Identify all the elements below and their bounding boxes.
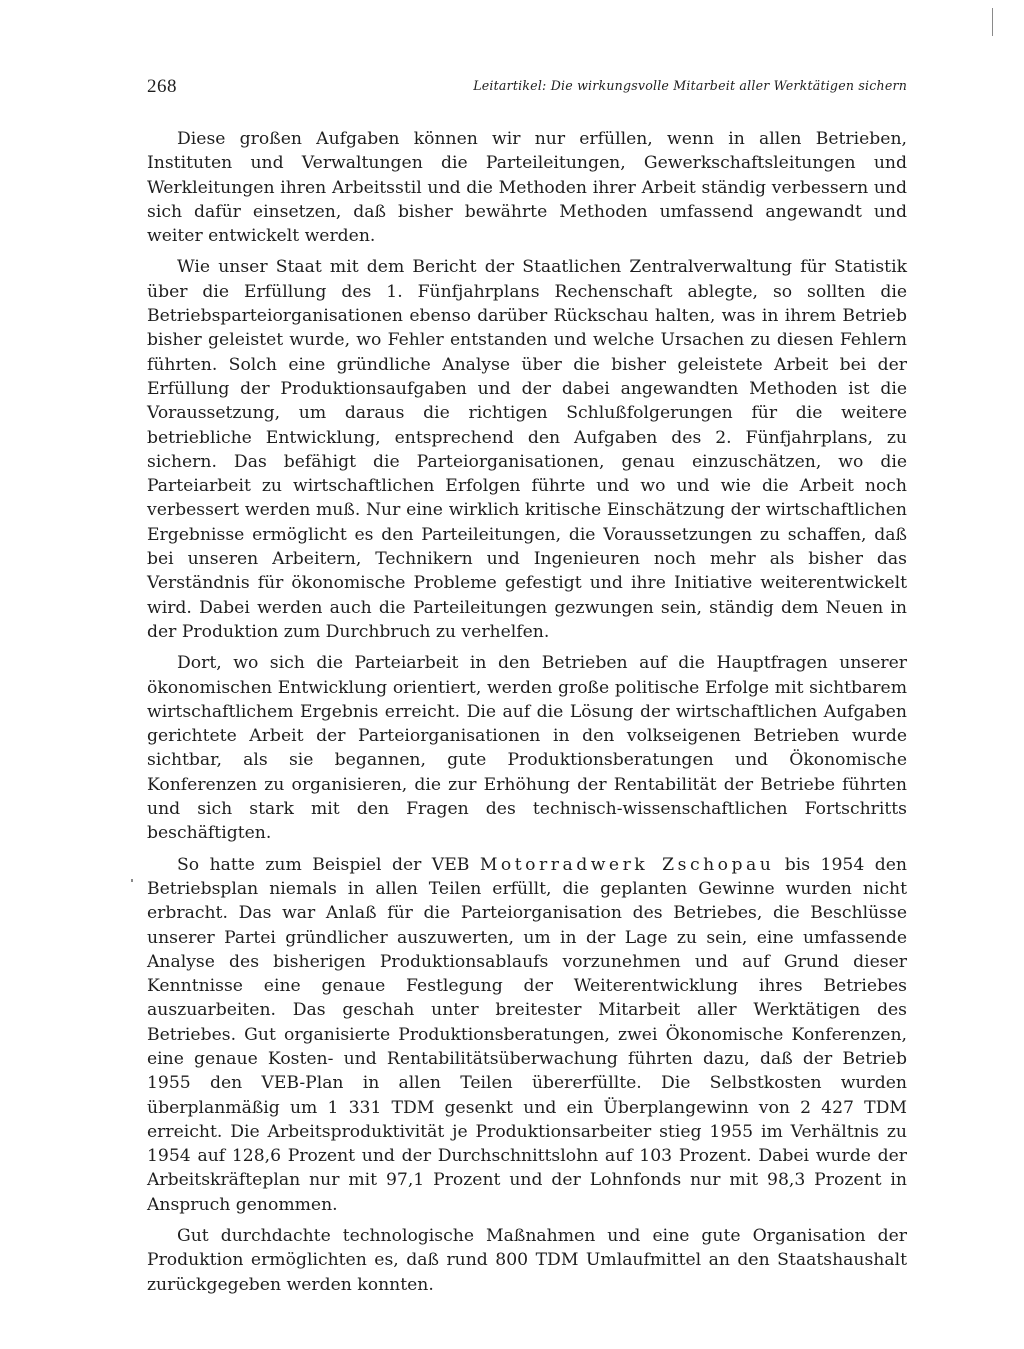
paragraph: Dort, wo sich die Parteiarbeit in den Betrieben auf die Hauptfragen unserer ökonomischen Entwicklung orientiert, werden große politische Erfolge mit sichtbarem wirtschaftlichem Ergebnis erreicht. Die auf die Lösung der wirtschaftlichen Aufgaben gerichtete Arbeit der Parteiorganisationen in den volkseigenen Betrieben wurde sichtbar, als sie begannen, gute Produktionsberatungen und Ökonomische Konferenzen zu organisieren, die zur Erhöhung der Rentabilität der Betriebe führten und sich stark mit den Fragen des technisch-wissenschaftlichen Fortschritts beschäftigten. xyxy=(147,653,907,844)
article-body xyxy=(147,127,907,1304)
running-title: Leitartikel: Die wirkungsvolle Mitarbeit aller Werktätigen sichern xyxy=(473,78,907,93)
paragraph-text: bis 1954 den Betriebsplan niemals in allen Teilen erfüllt, die geplanten Gewinne wurden nicht erbracht. Das war Anlaß für die Parteiorganisation des Betriebes, die Beschlüsse unserer Partei gründlicher auszuwerten, um in der Lage zu sein, eine umfassende Analyse des bisherigen Produktionsablaufs vorzunehmen und auf Grund dieser Kenntnisse eine genaue Festlegung der Weiterentwicklung ihres Betriebes auszuarbeiten. Das geschah unter breitester Mitarbeit aller Werktätigen des Betriebes. Gut organisierte Produktionsberatungen, zwei Ökonomische Konferenzen, eine genaue Kosten- und Rentabilitätsüberwachung führten dazu, daß der Betrieb 1955 den VEB-Plan in allen Teilen übererfüllte. Die Selbstkosten wurden überplanmäßig um 1 331 TDM gesenkt und ein Überplangewinn von 2 427 TDM erreicht. Die Arbeitsproduktivität je Produktionsarbeiter stieg 1955 im Verhältnis zu 1954 auf 128,6 Prozent und der Durchschnittslohn auf 103 Prozent. Dabei wurde der Arbeitskräfteplan nur mit 97,1 Prozent und der Lohnfonds nur mit 98,3 Prozent in Anspruch genommen. xyxy=(147,854,907,1215)
page-number: 268 xyxy=(147,76,177,97)
paragraph-text: So hatte zum Beispiel der VEB xyxy=(177,854,480,875)
paragraph: Wie unser Staat mit dem Bericht der Staatlichen Zentralverwaltung für Statistik über die Erfüllung des 1. Fünfjahrplans Rechenschaft ablegte, so sollten die Betriebsparteiorganisationen ebenso darüber Rückschau halten, was in ihrem Betrieb bisher geleistet wurde, wo Fehler entstanden und welche Ursachen zu diesen Fehlern führten. Solch eine gründliche Analyse über die bisher geleistete Arbeit bei der Erfüllung der Produktionsaufgaben und der dabei angewandten Methoden ist die Voraussetzung, um daraus die richtigen Schlußfolgerungen für die weitere betriebliche Entwicklung, entsprechend den Aufgaben des 2. Fünfjahrplans, zu sichern. Das befähigt die Parteiorganisationen, genau einzuschätzen, wo die Parteiarbeit zu wirtschaftlichen Erfolgen führte und wo und wie die Arbeit noch verbessert werden muß. Nur eine wirklich kritische Einschätzung der wirtschaftlichen Ergebnisse ermöglicht es den Parteileitungen, die Voraussetzungen zu schaffen, daß bei unseren Arbeitern, Technikern und Ingenieuren noch mehr als bisher das Verständnis für ökonomische Probleme gefestigt und ihre Initiative weiterentwickelt wird. Dabei werden auch die Parteileitungen gezwungen sein, ständig dem Neuen in der Produktion zum Durchbruch zu verhelfen. xyxy=(147,257,907,642)
paragraph: Diese großen Aufgaben können wir nur erfüllen, wenn in allen Betrieben, Instituten und Verwaltungen die Parteileitungen, Gewerkschaftsleitungen und Werkleitungen ihren Arbeitsstil und die Methoden ihrer Arbeit ständig verbessern und sich dafür einsetzen, daß bisher bewährte Methoden umfassend angewandt und weiter entwickelt werden. xyxy=(147,129,907,247)
page-header xyxy=(147,76,907,100)
paragraph: Gut durchdachte technologische Maßnahmen und eine gute Organisation der Produktion ermöglichten es, daß rund 800 TDM Umlaufmittel an den Staatshaushalt zurückgegeben werden konnten. xyxy=(147,1226,907,1295)
scan-mark xyxy=(131,879,133,882)
emphasized-company-name: Motorradwerk Zschopau xyxy=(479,854,775,875)
paragraph xyxy=(147,853,907,1217)
scan-mark xyxy=(992,8,993,36)
